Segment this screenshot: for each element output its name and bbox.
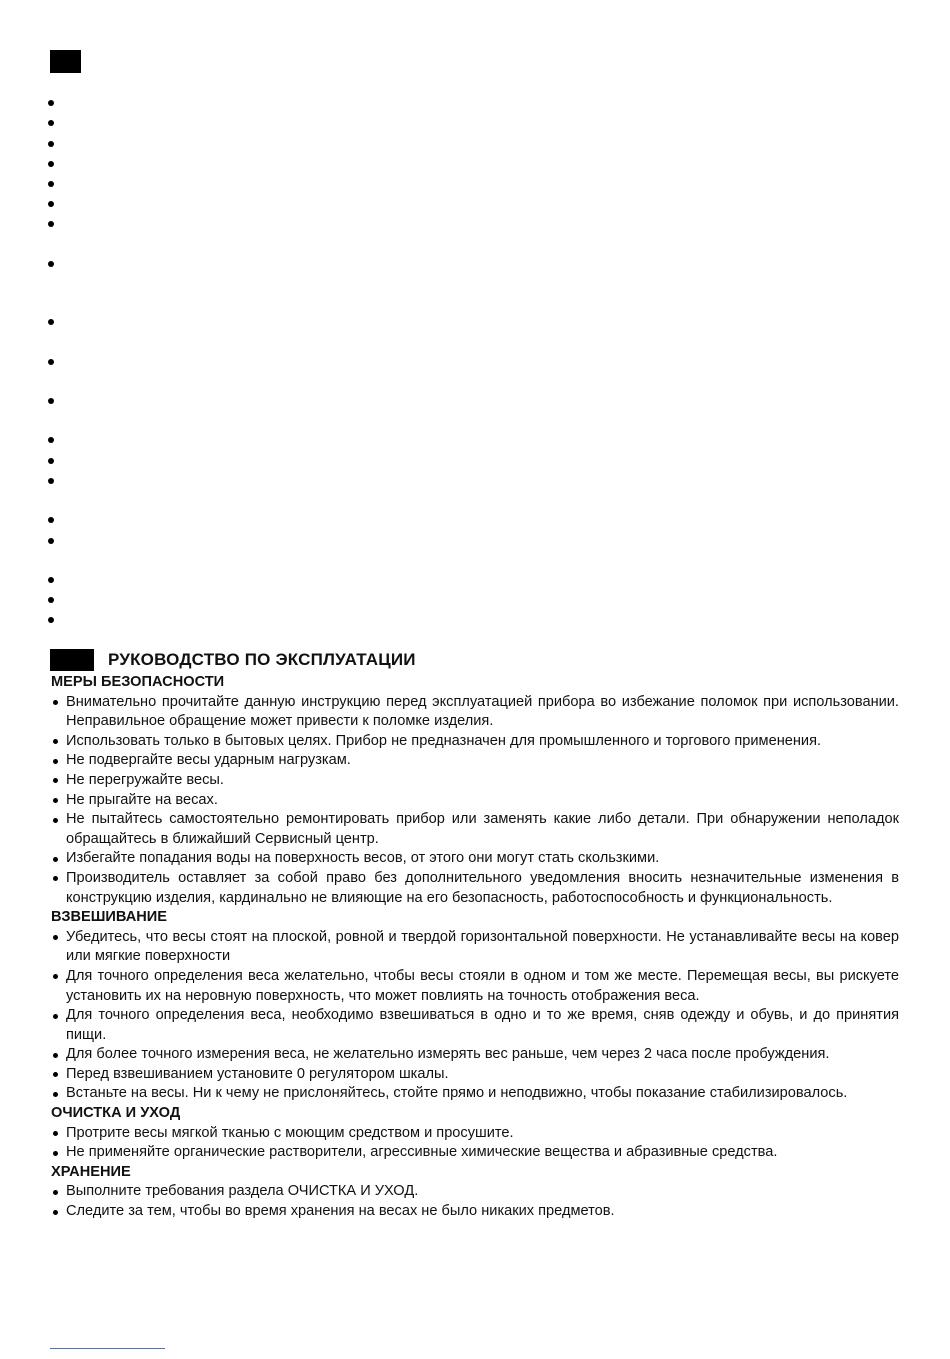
bullet-icon <box>48 221 54 227</box>
section-weighing <box>51 908 899 1104</box>
list-item: Встаньте на весы. Ни к чему не прислоняйтесь, стойте прямо и неподвижно, чтобы показание стабилизировалось. <box>51 1084 899 1104</box>
list-item: Следите за тем, чтобы во время хранения на весах не было никаких предметов. <box>51 1202 899 1222</box>
section-cleaning <box>51 1104 899 1163</box>
bullet-icon <box>48 161 54 167</box>
section-heading: МЕРЫ БЕЗОПАСНОСТИ <box>51 674 225 690</box>
bullet-list <box>51 1182 899 1221</box>
list-item: Не применяйте органические растворители, агрессивные химические вещества и абразивные средства. <box>51 1143 899 1163</box>
bullet-icon <box>48 201 54 207</box>
bullet-icon <box>48 538 54 544</box>
bullet-icon <box>48 141 54 147</box>
bullet-icon <box>48 100 54 106</box>
language-marker-block <box>50 649 94 671</box>
list-item: Для точного определения веса желательно, чтобы весы стояли в одном и том же месте. Перемещая весы, вы рискуете установить их на неровную поверхность, что может повлиять на точность отображения веса. <box>51 967 899 1006</box>
section-safety <box>51 673 899 908</box>
empty-bullet-list <box>48 0 68 640</box>
section-heading: ОЧИСТКА И УХОД <box>51 1105 181 1122</box>
bullet-icon <box>48 437 54 443</box>
list-item: Протрите весы мягкой тканью с моющим средством и просушите. <box>51 1124 899 1144</box>
bullet-icon <box>48 181 54 187</box>
list-item: Не прыгайте на весах. <box>51 791 899 811</box>
bullet-list <box>51 693 899 909</box>
bullet-list <box>51 1124 899 1163</box>
section-heading: ХРАНЕНИЕ <box>51 1163 131 1180</box>
bullet-icon <box>48 617 54 623</box>
list-item: Избегайте попадания воды на поверхность весов, от этого они могут стать скользкими. <box>51 849 899 869</box>
bullet-icon <box>48 478 54 484</box>
list-item: Внимательно прочитайте данную инструкцию перед эксплуатацией прибора во избежание поломок при использовании. Неправильное обращение может привести к поломке изделия. <box>51 693 899 732</box>
section-storage <box>51 1163 899 1222</box>
list-item: Выполните требования раздела ОЧИСТКА И УХОД. <box>51 1182 899 1202</box>
bullet-icon <box>48 577 54 583</box>
list-item: Использовать только в бытовых целях. Прибор не предназначен для промышленного и торгового применения. <box>51 732 899 752</box>
footer-divider <box>50 1348 165 1349</box>
page-title: РУКОВОДСТВО ПО ЭКСПЛУАТАЦИИ <box>108 650 416 669</box>
list-item: Для точного определения веса, необходимо взвешиваться в одно и то же время, сняв одежду и обувь, и до принятия пищи. <box>51 1006 899 1045</box>
list-item: Для более точного измерения веса, не желательно измерять вес раньше, чем через 2 часа после пробуждения. <box>51 1045 899 1065</box>
bullet-icon <box>48 261 54 267</box>
list-item: Убедитесь, что весы стоят на плоской, ровной и твердой горизонтальной поверхности. Не устанавливайте весы на ковер или мягкие поверхности <box>51 928 899 967</box>
bullet-list <box>51 928 899 1104</box>
list-item: Не подвергайте весы ударным нагрузкам. <box>51 751 899 771</box>
bullet-icon <box>48 517 54 523</box>
manual-header <box>50 648 416 672</box>
bullet-icon <box>48 120 54 126</box>
bullet-icon <box>48 359 54 365</box>
bullet-icon <box>48 458 54 464</box>
bullet-icon <box>48 319 54 325</box>
list-item: Производитель оставляет за собой право без дополнительного уведомления вносить незначительные изменения в конструкцию изделия, кардинально не влияющие на его безопасность, работоспособность и функциональность. <box>51 869 899 908</box>
list-item: Не перегружайте весы. <box>51 771 899 791</box>
bullet-icon <box>48 398 54 404</box>
bullet-icon <box>48 597 54 603</box>
section-heading: ВЗВЕШИВАНИЕ <box>51 909 168 926</box>
manual-content <box>51 673 899 1222</box>
list-item: Не пытайтесь самостоятельно ремонтировать прибор или заменять какие либо детали. При обнаружении неполадок обращайтесь в ближайший Сервисный центр. <box>51 810 899 849</box>
list-item: Перед взвешиванием установите 0 регулятором шкалы. <box>51 1065 899 1085</box>
